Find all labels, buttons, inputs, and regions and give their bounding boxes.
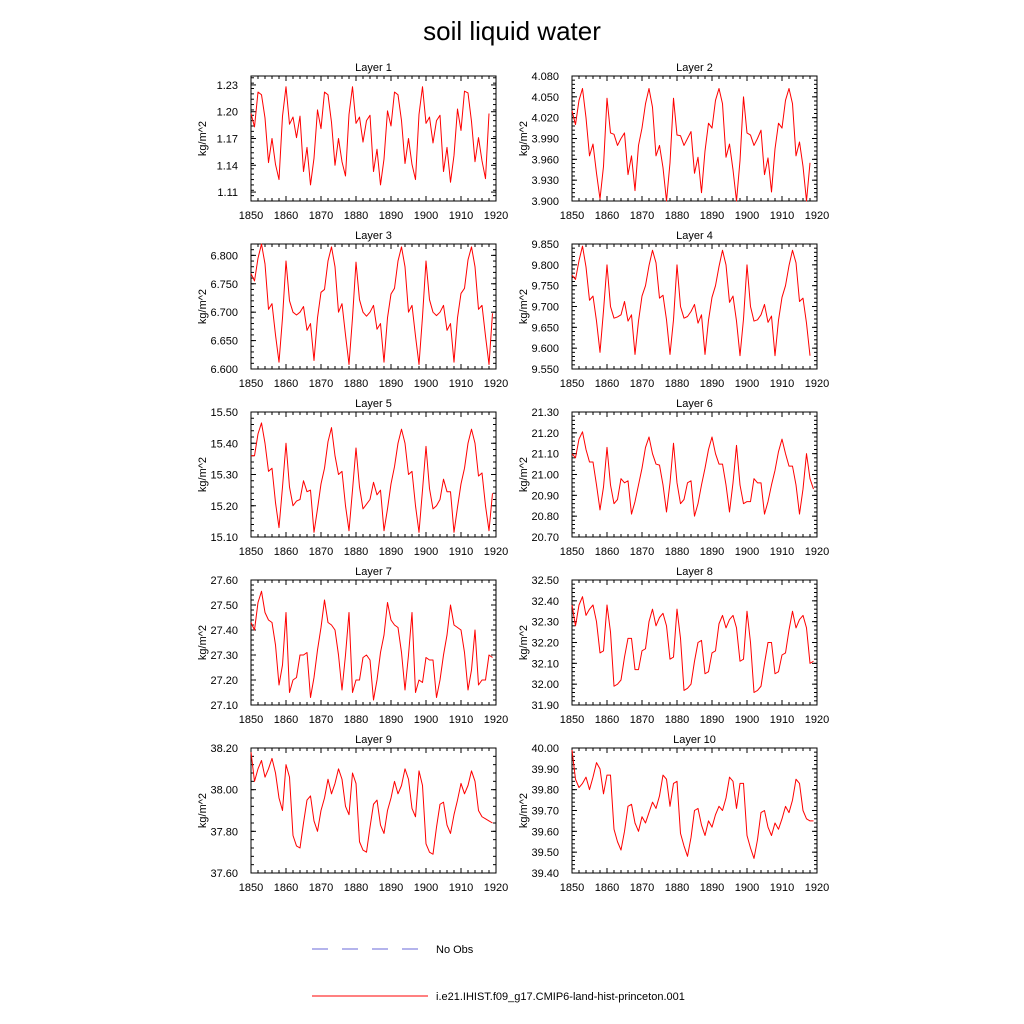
y-tick-label: 37.60 <box>210 868 238 880</box>
x-tick-label: 1870 <box>629 546 655 558</box>
y-tick-label: 27.30 <box>210 650 238 662</box>
y-tick-label: 9.550 <box>531 364 559 376</box>
y-axis-label: kg/m^2 <box>518 792 530 829</box>
series-line <box>251 87 489 185</box>
plot-frame <box>251 412 496 537</box>
x-tick-label: 1870 <box>308 546 334 558</box>
y-tick-label: 32.10 <box>531 658 559 671</box>
y-tick-label: 21.00 <box>531 469 559 482</box>
y-tick-label: 31.90 <box>531 700 559 712</box>
plot-frame <box>572 580 817 705</box>
panel-grid <box>197 62 829 894</box>
y-tick-label: 39.70 <box>531 805 559 818</box>
panel-title: Layer 9 <box>355 734 392 746</box>
y-tick-label: 27.50 <box>210 600 238 612</box>
y-tick-label: 27.40 <box>210 625 238 637</box>
y-tick-label: 3.900 <box>531 196 559 208</box>
panel-layer-5 <box>197 398 508 558</box>
x-tick-label: 1890 <box>378 210 404 222</box>
x-tick-label: 1860 <box>273 882 299 894</box>
y-tick-label: 32.00 <box>531 679 559 692</box>
y-tick-label: 9.850 <box>531 239 559 251</box>
y-tick-label: 15.50 <box>210 407 238 419</box>
panel-title: Layer 7 <box>355 566 392 578</box>
y-tick-label: 6.600 <box>210 364 238 376</box>
x-tick-label: 1880 <box>343 378 369 390</box>
x-tick-label: 1890 <box>699 714 725 726</box>
panel-title: Layer 10 <box>673 734 716 746</box>
x-tick-label: 1850 <box>559 378 585 390</box>
x-tick-label: 1860 <box>273 546 299 558</box>
y-tick-label: 15.10 <box>210 532 238 544</box>
y-axis-label: kg/m^2 <box>518 624 530 661</box>
x-tick-label: 1910 <box>448 714 474 726</box>
x-tick-label: 1860 <box>273 378 299 390</box>
x-tick-label: 1890 <box>699 378 725 390</box>
x-tick-label: 1900 <box>413 546 439 558</box>
x-tick-label: 1890 <box>699 210 725 222</box>
y-axis-label: kg/m^2 <box>197 792 209 829</box>
plot-frame <box>251 76 496 201</box>
y-axis-label: kg/m^2 <box>518 456 530 493</box>
panel-layer-4 <box>518 230 829 390</box>
x-tick-label: 1860 <box>594 714 620 726</box>
x-tick-label: 1860 <box>273 714 299 726</box>
x-tick-label: 1900 <box>734 378 760 390</box>
x-tick-label: 1850 <box>559 714 585 726</box>
x-tick-label: 1910 <box>769 546 795 558</box>
y-tick-label: 21.10 <box>531 448 559 461</box>
x-tick-label: 1910 <box>448 546 474 558</box>
x-tick-label: 1900 <box>413 714 439 726</box>
x-tick-label: 1920 <box>804 714 830 726</box>
y-tick-label: 9.700 <box>531 301 559 314</box>
x-tick-label: 1850 <box>238 210 264 222</box>
x-tick-label: 1890 <box>378 378 404 390</box>
series-line <box>251 244 493 364</box>
panel-title: Layer 5 <box>355 398 392 410</box>
x-tick-label: 1910 <box>448 378 474 390</box>
y-tick-label: 32.20 <box>531 637 559 650</box>
x-tick-label: 1850 <box>559 210 585 222</box>
y-tick-label: 6.800 <box>210 250 238 263</box>
series-line <box>251 591 493 700</box>
y-tick-label: 21.30 <box>531 407 559 419</box>
x-tick-label: 1870 <box>308 378 334 390</box>
x-tick-label: 1890 <box>378 546 404 558</box>
x-tick-label: 1850 <box>238 882 264 894</box>
y-tick-label: 21.20 <box>531 427 559 440</box>
y-tick-label: 3.990 <box>531 133 559 146</box>
panel-layer-8 <box>518 566 829 726</box>
panel-title: Layer 3 <box>355 230 392 242</box>
x-tick-label: 1880 <box>343 714 369 726</box>
y-tick-label: 20.80 <box>531 511 559 524</box>
y-tick-label: 39.90 <box>531 763 559 776</box>
x-tick-label: 1900 <box>413 210 439 222</box>
x-tick-label: 1880 <box>664 714 690 726</box>
y-tick-label: 15.30 <box>210 469 238 482</box>
y-tick-label: 4.020 <box>531 112 559 125</box>
panel-layer-2 <box>518 62 829 222</box>
plot-frame <box>251 748 496 873</box>
y-axis-label: kg/m^2 <box>197 120 209 157</box>
x-tick-label: 1900 <box>734 210 760 222</box>
x-tick-label: 1910 <box>769 882 795 894</box>
x-tick-label: 1860 <box>594 210 620 222</box>
y-tick-label: 9.600 <box>531 343 559 356</box>
y-tick-label: 1.11 <box>217 187 238 200</box>
panel-title: Layer 6 <box>676 398 713 410</box>
x-tick-label: 1870 <box>308 882 334 894</box>
series-line <box>572 432 814 516</box>
y-tick-label: 9.650 <box>531 322 559 335</box>
x-tick-label: 1910 <box>769 378 795 390</box>
panel-title: Layer 1 <box>355 62 392 74</box>
panel-layer-6 <box>518 398 829 558</box>
x-tick-label: 1890 <box>378 714 404 726</box>
x-tick-label: 1880 <box>343 546 369 558</box>
y-axis-label: kg/m^2 <box>197 624 209 661</box>
y-tick-label: 6.650 <box>210 335 238 348</box>
y-tick-label: 39.50 <box>531 847 559 860</box>
x-tick-label: 1920 <box>804 378 830 390</box>
y-tick-label: 37.80 <box>210 826 238 839</box>
x-tick-label: 1890 <box>699 546 725 558</box>
series-line <box>251 752 493 854</box>
y-tick-label: 39.80 <box>531 784 559 797</box>
x-tick-label: 1900 <box>413 378 439 390</box>
y-tick-label: 1.14 <box>216 160 238 173</box>
y-tick-label: 40.00 <box>531 743 559 755</box>
x-tick-label: 1920 <box>483 882 509 894</box>
y-tick-label: 3.930 <box>531 175 559 188</box>
y-tick-label: 27.10 <box>210 700 238 712</box>
x-tick-label: 1850 <box>238 714 264 726</box>
y-tick-label: 32.40 <box>531 595 559 608</box>
panel-layer-9 <box>197 734 508 894</box>
y-tick-label: 38.20 <box>210 743 238 755</box>
y-tick-label: 4.080 <box>531 71 559 83</box>
x-tick-label: 1910 <box>448 210 474 222</box>
y-tick-label: 3.960 <box>531 154 559 167</box>
x-tick-label: 1880 <box>343 882 369 894</box>
y-tick-label: 9.750 <box>531 280 559 293</box>
x-tick-label: 1880 <box>664 882 690 894</box>
x-tick-label: 1920 <box>483 210 509 222</box>
panel-layer-3 <box>197 230 508 390</box>
panel-layer-10 <box>518 734 829 894</box>
panel-title: Layer 4 <box>676 230 713 242</box>
y-axis-label: kg/m^2 <box>197 288 209 325</box>
x-tick-label: 1870 <box>629 882 655 894</box>
legend <box>312 944 685 1003</box>
panel-title: Layer 8 <box>676 566 713 578</box>
x-tick-label: 1920 <box>804 546 830 558</box>
x-tick-label: 1900 <box>413 882 439 894</box>
y-tick-label: 39.40 <box>531 868 559 880</box>
y-tick-label: 32.50 <box>531 575 559 587</box>
x-tick-label: 1900 <box>734 546 760 558</box>
x-tick-label: 1860 <box>594 546 620 558</box>
y-tick-label: 6.700 <box>210 307 238 320</box>
x-tick-label: 1850 <box>559 546 585 558</box>
panel-layer-7 <box>197 566 508 726</box>
x-tick-label: 1920 <box>483 714 509 726</box>
panel-layer-1 <box>197 62 508 222</box>
y-tick-label: 6.750 <box>210 278 238 291</box>
x-tick-label: 1870 <box>629 714 655 726</box>
panel-title: Layer 2 <box>676 62 713 74</box>
y-tick-label: 38.00 <box>210 784 238 797</box>
series-line <box>572 246 810 356</box>
y-tick-label: 15.40 <box>210 438 238 451</box>
y-tick-label: 1.23 <box>216 79 238 92</box>
plot-frame <box>572 76 817 201</box>
figure-title: soil liquid water <box>423 16 601 46</box>
y-tick-label: 39.60 <box>531 826 559 839</box>
series-line <box>572 597 814 693</box>
x-tick-label: 1850 <box>238 378 264 390</box>
x-tick-label: 1850 <box>238 546 264 558</box>
x-tick-label: 1890 <box>699 882 725 894</box>
y-tick-label: 9.800 <box>531 259 559 272</box>
x-tick-label: 1890 <box>378 882 404 894</box>
plot-frame <box>572 412 817 537</box>
y-tick-label: 1.17 <box>216 133 238 146</box>
x-tick-label: 1860 <box>594 882 620 894</box>
x-tick-label: 1870 <box>308 714 334 726</box>
x-tick-label: 1880 <box>664 546 690 558</box>
series-line <box>251 423 493 532</box>
x-tick-label: 1880 <box>664 378 690 390</box>
x-tick-label: 1910 <box>448 882 474 894</box>
x-tick-label: 1910 <box>769 210 795 222</box>
x-tick-label: 1880 <box>343 210 369 222</box>
x-tick-label: 1920 <box>483 546 509 558</box>
y-tick-label: 4.050 <box>531 91 559 104</box>
x-tick-label: 1860 <box>594 378 620 390</box>
y-tick-label: 1.20 <box>216 106 238 119</box>
y-tick-label: 15.20 <box>210 500 238 513</box>
y-axis-label: kg/m^2 <box>518 288 530 325</box>
y-tick-label: 32.30 <box>531 616 559 629</box>
y-tick-label: 27.20 <box>210 675 238 687</box>
series-line <box>572 750 814 858</box>
legend-obs-label: No Obs <box>436 944 474 956</box>
x-tick-label: 1870 <box>629 378 655 390</box>
legend-model-label: i.e21.IHIST.f09_g17.CMIP6-land-hist-princeton.001 <box>436 991 685 1003</box>
x-tick-label: 1900 <box>734 882 760 894</box>
series-line <box>572 89 810 202</box>
y-tick-label: 20.90 <box>531 490 559 503</box>
y-tick-label: 20.70 <box>531 532 559 544</box>
x-tick-label: 1860 <box>273 210 299 222</box>
x-tick-label: 1910 <box>769 714 795 726</box>
x-tick-label: 1920 <box>804 210 830 222</box>
y-axis-label: kg/m^2 <box>197 456 209 493</box>
x-tick-label: 1880 <box>664 210 690 222</box>
x-tick-label: 1920 <box>483 378 509 390</box>
x-tick-label: 1900 <box>734 714 760 726</box>
x-tick-label: 1920 <box>804 882 830 894</box>
x-tick-label: 1870 <box>308 210 334 222</box>
y-tick-label: 27.60 <box>210 575 238 587</box>
x-tick-label: 1850 <box>559 882 585 894</box>
y-axis-label: kg/m^2 <box>518 120 530 157</box>
x-tick-label: 1870 <box>629 210 655 222</box>
